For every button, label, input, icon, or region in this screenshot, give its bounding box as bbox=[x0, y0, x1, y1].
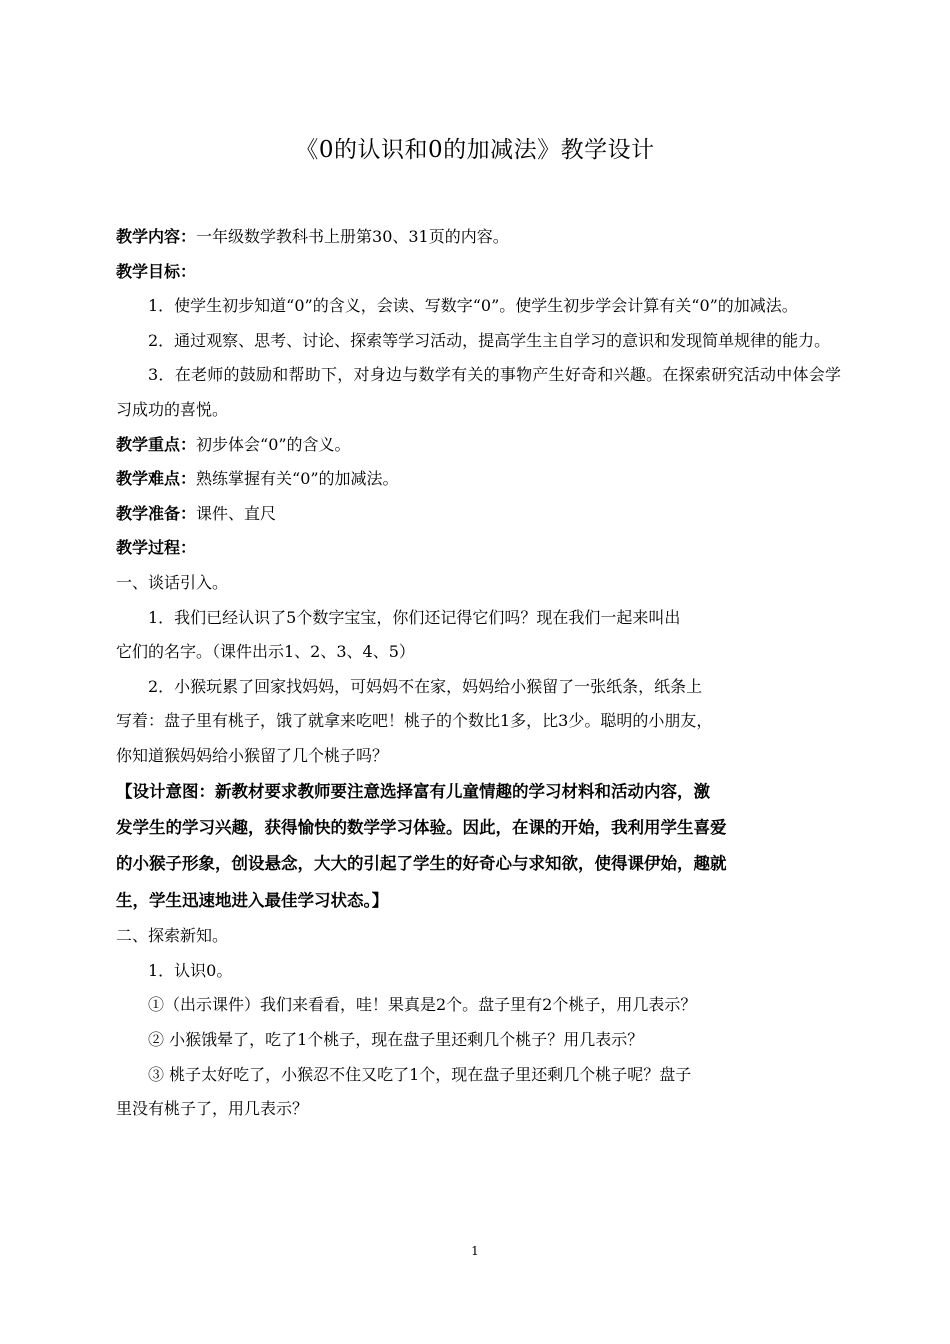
teaching-goals-label: 教学目标： bbox=[116, 261, 197, 281]
design-intent-line-3: 的小猴子形象，创设悬念，大大的引起了学生的好奇心与求知欲，使得课伊始，趣就 bbox=[116, 854, 727, 874]
preparation-text: 课件、直尺 bbox=[196, 503, 277, 523]
goal-3: 3．在老师的鼓励和帮助下，对身边与数学有关的事物产生好奇和兴趣。在探索研究活动中体会学习成功的喜悦。 bbox=[116, 365, 841, 419]
difficulty-text: 熟练掌握有关“0”的加减法。 bbox=[196, 469, 399, 489]
section1-line-2: 它们的名字。（课件出示1、2、3、4、5） bbox=[116, 642, 415, 662]
key-point-label: 教学重点： bbox=[116, 434, 197, 454]
section1-line-3: 2．小猴玩累了回家找妈妈，可妈妈不在家，妈妈给小猴留了一张纸条，纸条上 bbox=[148, 676, 703, 696]
design-intent-line-4: 生，学生迅速地进入最佳学习状态。】 bbox=[116, 890, 389, 910]
section2-question-2: ② 小猴饿晕了，吃了1个桃子，现在盘子里还剩几个桃子？用几表示？ bbox=[148, 1029, 644, 1049]
teaching-difficulty bbox=[116, 462, 841, 497]
design-intent-line-2: 发学生的学习兴趣，获得愉快的数学学习体验。因此，在课的开始，我利用学生喜爱 bbox=[116, 817, 727, 837]
goal-1: 1．使学生初步知道“0”的含义，会读、写数字“0”。使学生初步学会计算有关“0”的加减法。 bbox=[148, 296, 798, 316]
document-title: 《0的认识和0的加减法》教学设计 bbox=[295, 137, 655, 163]
goal-2: 2．通过观察、思考、讨论、探索等学习活动，提高学生主自学习的意识和发现简单规律的能力。 bbox=[148, 330, 831, 350]
key-point-text: 初步体会“0”的含义。 bbox=[196, 434, 351, 454]
teaching-content bbox=[116, 220, 841, 255]
section-heading-1: 一、谈话引入。 bbox=[116, 572, 229, 592]
section-heading-2: 二、探索新知。 bbox=[116, 926, 229, 946]
page-number: 1 bbox=[471, 1244, 479, 1258]
teaching-content-text: 一年级数学教科书上册第30、31页的内容。 bbox=[196, 227, 509, 246]
difficulty-label: 教学难点： bbox=[116, 469, 197, 489]
teaching-key-point bbox=[116, 428, 841, 463]
teaching-content-label: 教学内容： bbox=[116, 227, 197, 246]
section1-line-4: 写着：盘子里有桃子，饿了就拿来吃吧！桃子的个数比1多，比3少。聪明的小朋友， bbox=[116, 711, 713, 731]
section2-question-3: ③ 桃子太好吃了，小猴忍不住又吃了1个，现在盘子里还剩几个桃子呢？盘子 bbox=[148, 1064, 692, 1084]
section2-question-1: ①（出示课件）我们来看看，哇！果真是2个。盘子里有2个桃子，用几表示？ bbox=[148, 995, 697, 1015]
design-intent-line-1: 【设计意图：新教材要求教师要注意选择富有儿童情趣的学习材料和活动内容，激 bbox=[116, 781, 710, 801]
section1-line-5: 你知道猴妈妈给小猴留了几个桃子吗？ bbox=[116, 745, 389, 765]
preparation-label: 教学准备： bbox=[116, 503, 197, 523]
section1-line-1: 1．我们已经认识了5个数字宝宝，你们还记得它们吗？现在我们一起来叫出 bbox=[148, 607, 681, 627]
section2-item-1: 1．认识0。 bbox=[148, 960, 233, 980]
teaching-preparation bbox=[116, 497, 841, 532]
teaching-process-label: 教学过程： bbox=[116, 538, 197, 558]
document-body bbox=[116, 220, 841, 1127]
section2-question-3-cont: 里没有桃子了，用几表示？ bbox=[116, 1099, 309, 1119]
